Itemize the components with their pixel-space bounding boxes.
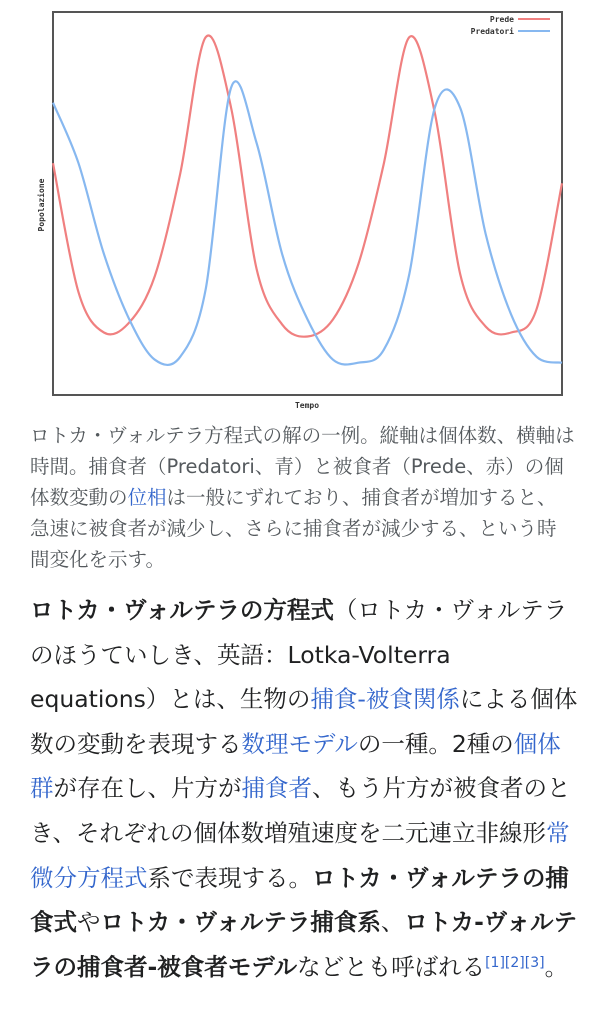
legend-label-predatori: Predatori bbox=[470, 27, 514, 36]
article-paragraph bbox=[30, 588, 578, 989]
figure-caption bbox=[30, 420, 575, 575]
article-text: 系で表現する。 bbox=[147, 863, 312, 892]
article-alt-name: ロトカ・ヴォルテラ捕食系 bbox=[100, 908, 381, 937]
link-predator[interactable]: 捕食者 bbox=[241, 774, 312, 803]
article-alt-name: ロトカ-ヴォルテラの捕食者-被食者モデル bbox=[30, 908, 577, 981]
ref-link-3[interactable]: [3] bbox=[524, 954, 545, 971]
caption-text-end: は一般にずれており、捕食者が増加すると、急速に被食者が減少し、さらに捕食者が減少する、という時間変化を示す。 bbox=[30, 486, 557, 571]
article-text: や bbox=[77, 908, 101, 937]
x-axis-label: Tempo bbox=[294, 401, 320, 410]
chart-svg bbox=[0, 0, 608, 416]
link-population[interactable]: 個体群 bbox=[30, 729, 561, 803]
article-text: による個体数の変動を表現する bbox=[30, 685, 578, 758]
ref-link-2[interactable]: [2] bbox=[504, 954, 525, 971]
link-ode[interactable]: 常微分方程式 bbox=[30, 818, 570, 892]
link-predation[interactable]: 捕食-被食関係 bbox=[310, 685, 460, 714]
article-text: 。 bbox=[544, 952, 569, 981]
article-text: の一種。2種の bbox=[357, 729, 514, 758]
article-text: （ロトカ・ヴォルテラのほうていしき、英語：Lotka-Volterra equations）とは、生物の bbox=[30, 596, 568, 714]
article-text: 、 bbox=[380, 908, 405, 937]
lotka-volterra-chart bbox=[0, 0, 608, 416]
caption-text: ロトカ・ヴォルテラ方程式の解の一例。縦軸は個体数、横軸は時間。捕食者（Predatori、青）と被食者（Prede、赤）の個体数変動の bbox=[30, 424, 575, 509]
article-text: などとも呼ばれる bbox=[297, 952, 486, 981]
article-text: が存在し、片方が bbox=[53, 774, 242, 803]
article-term: ロトカ・ヴォルテラの方程式 bbox=[30, 596, 334, 624]
link-phase[interactable]: 位相 bbox=[127, 486, 167, 509]
article-text: 、もう片方が被食者のとき、それぞれの個体数増殖速度を二元連立非線形 bbox=[30, 774, 571, 847]
link-math-model[interactable]: 数理モデル bbox=[241, 729, 358, 758]
article-alt-name: ロトカ・ヴォルテラの捕食式 bbox=[30, 863, 569, 937]
ref-link-1[interactable]: [1] bbox=[485, 954, 505, 971]
legend-label-prede: Prede bbox=[489, 15, 514, 24]
y-axis-label: Popolazione bbox=[37, 178, 46, 232]
